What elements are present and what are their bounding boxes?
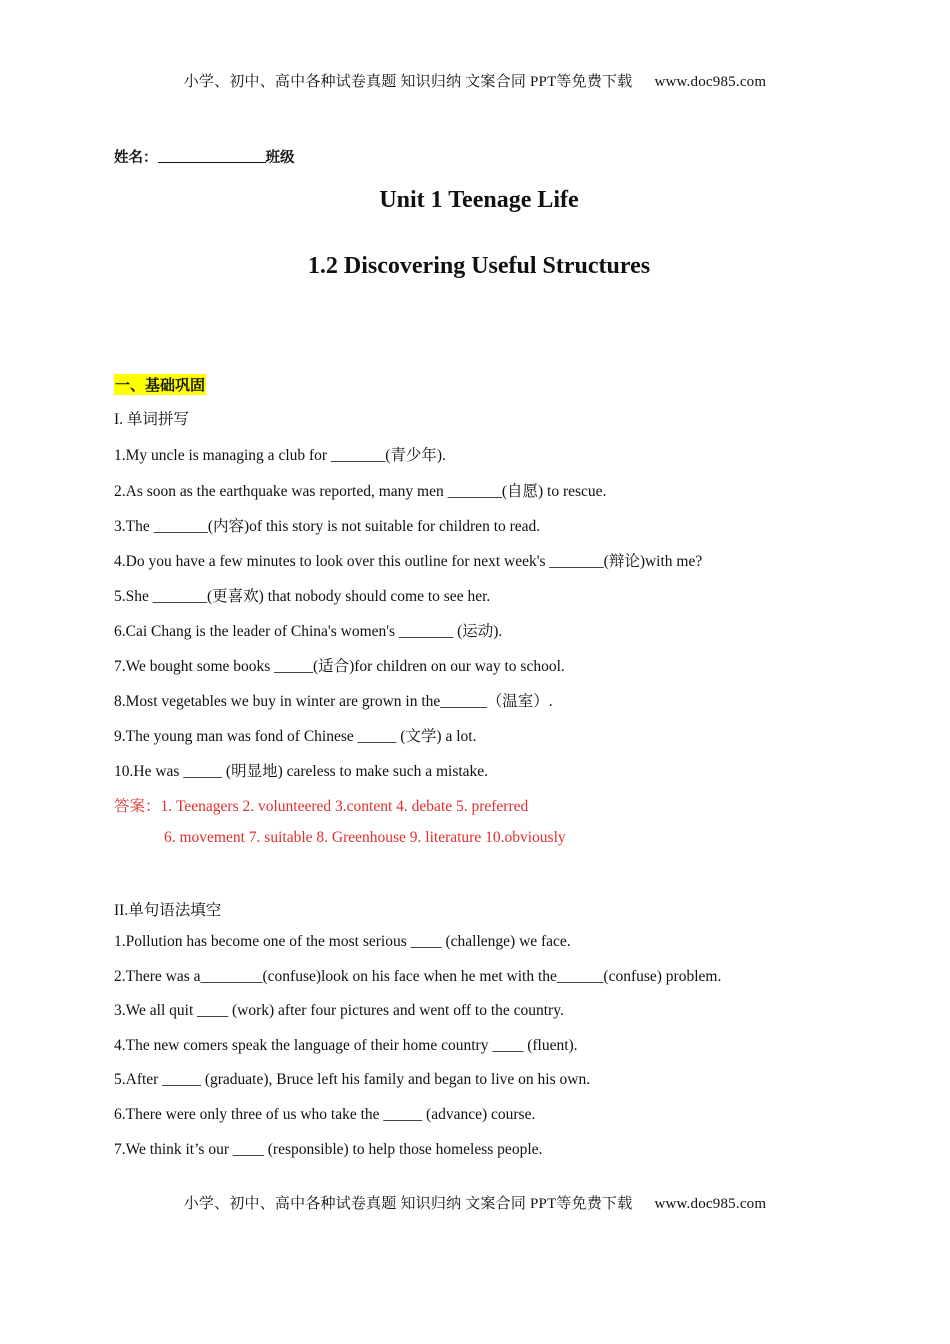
name-label: 姓名： bbox=[114, 150, 158, 166]
footer-text: 小学、初中、高中各种试卷真题 知识归纳 文案合同 PPT等免费下载 bbox=[183, 1196, 633, 1212]
page-footer bbox=[0, 1192, 950, 1213]
question-item: 3.The _______(内容)of this story is not suitable for children to read. bbox=[114, 518, 541, 535]
question-item: 10.He was _____ (明显地) careless to make such a mistake. bbox=[114, 763, 489, 780]
section-heading: 一、基础巩固 bbox=[115, 376, 206, 394]
class-label: 班级 bbox=[265, 150, 295, 166]
question-item: 7.We bought some books _____(适合)for children on our way to school. bbox=[114, 658, 565, 675]
answer-line-2: 6. movement 7. suitable 8. Greenhouse 9. literature 10.obviously bbox=[164, 829, 566, 846]
question-item: 7.We think it’s our ____ (responsible) to help those homeless people. bbox=[114, 1141, 543, 1158]
name-blank bbox=[158, 148, 266, 163]
page-title: Unit 1 Teenage Life bbox=[379, 187, 579, 213]
question-item: 8.Most vegetables we buy in winter are grown in the______（温室）. bbox=[114, 693, 553, 710]
question-item: 6.There were only three of us who take the _____ (advance) course. bbox=[114, 1106, 536, 1123]
footer-site-link[interactable]: www.doc985.com bbox=[654, 1196, 767, 1212]
student-info-line bbox=[114, 146, 295, 167]
question-item: 2.There was a________(confuse)look on his face when he met with the______(confuse) problem. bbox=[114, 968, 722, 985]
part2-title: II.单句语法填空 bbox=[114, 902, 222, 919]
header-text: 小学、初中、高中各种试卷真题 知识归纳 文案合同 PPT等免费下载 bbox=[183, 74, 633, 90]
question-item: 5.She _______(更喜欢) that nobody should come to see her. bbox=[114, 588, 491, 605]
part1-title: I. 单词拼写 bbox=[114, 411, 189, 428]
question-item: 3.We all quit ____ (work) after four pictures and went off to the country. bbox=[114, 1002, 564, 1019]
question-item: 5.After _____ (graduate), Bruce left his family and began to live on his own. bbox=[114, 1071, 591, 1088]
answer-text: 1. Teenagers 2. volunteered 3.content 4. debate 5. preferred bbox=[160, 798, 529, 815]
question-item: 1.Pollution has become one of the most serious ____ (challenge) we face. bbox=[114, 933, 571, 950]
answer-line bbox=[114, 794, 528, 816]
page-subtitle: 1.2 Discovering Useful Structures bbox=[307, 253, 651, 279]
header-site-link[interactable]: www.doc985.com bbox=[654, 74, 767, 90]
question-item: 2.As soon as the earthquake was reported, many men _______(自愿) to rescue. bbox=[114, 483, 607, 500]
answer-label: 答案： bbox=[114, 798, 161, 815]
question-item: 6.Cai Chang is the leader of China's women's _______ (运动). bbox=[114, 623, 503, 640]
question-item: 4.The new comers speak the language of their home country ____ (fluent). bbox=[114, 1037, 578, 1054]
question-item: 1.My uncle is managing a club for _______(青少年). bbox=[114, 447, 446, 464]
question-item: 9.The young man was fond of Chinese _____ (文学) a lot. bbox=[114, 728, 477, 745]
page-header bbox=[0, 70, 950, 91]
question-item: 4.Do you have a few minutes to look over this outline for next week's _______(辩论)with me? bbox=[114, 553, 703, 570]
